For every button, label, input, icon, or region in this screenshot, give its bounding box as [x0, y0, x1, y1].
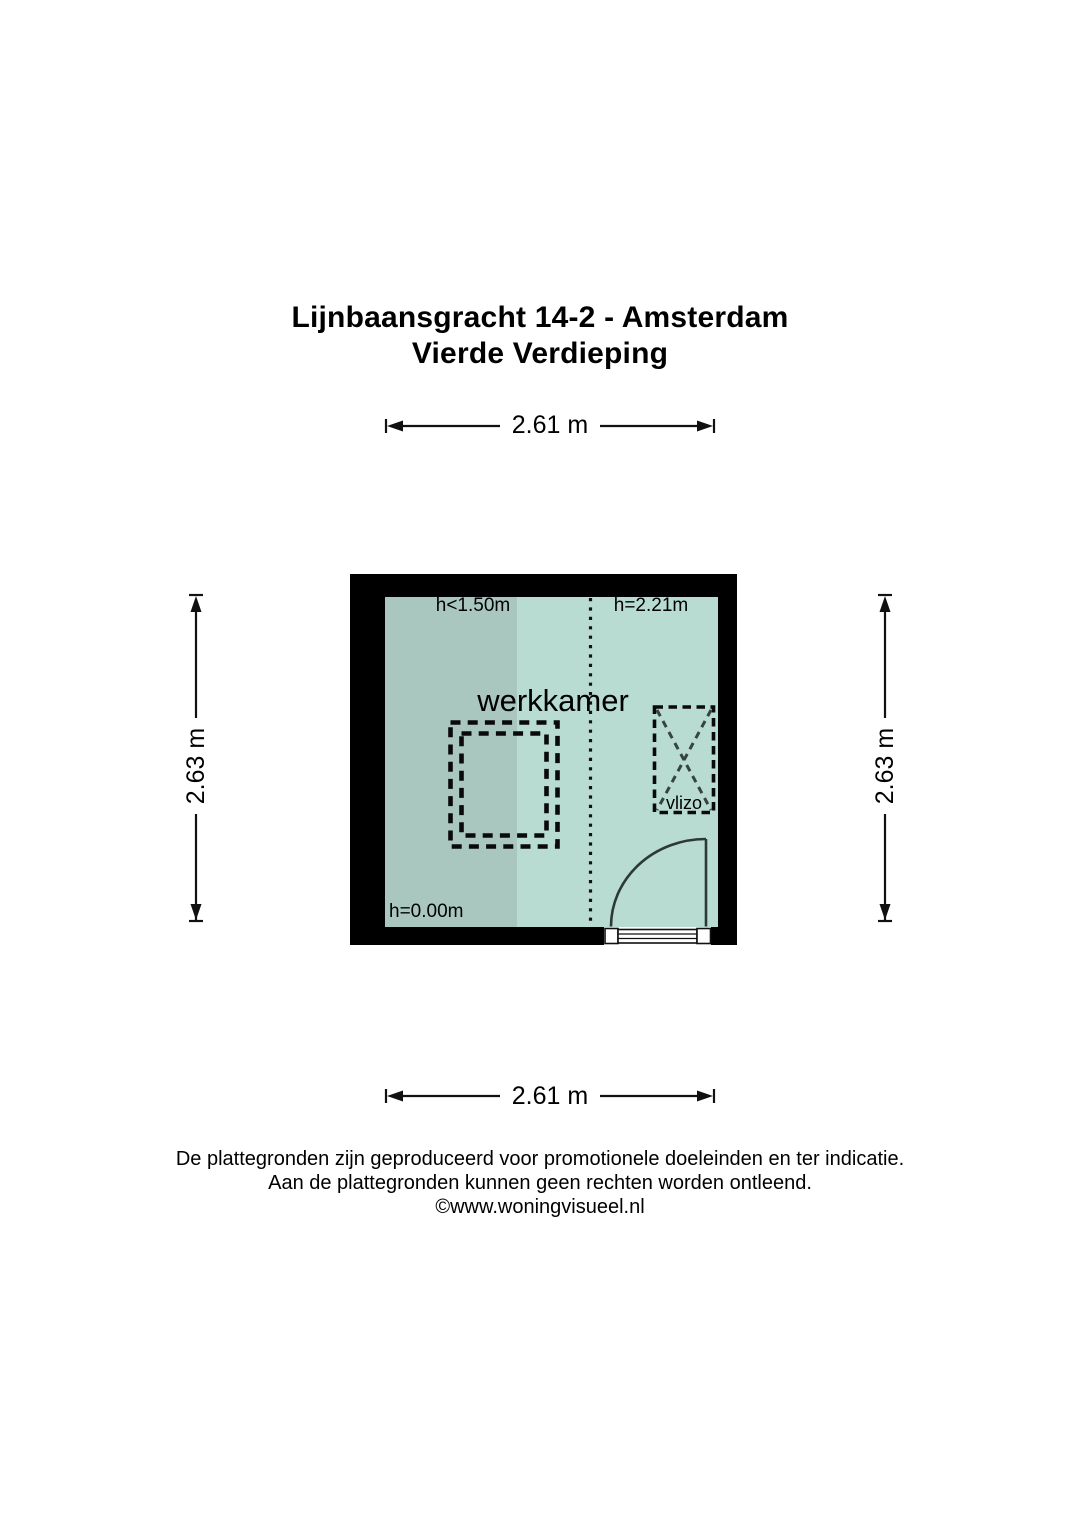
page-title-line1: Lijnbaansgracht 14-2 - Amsterdam	[291, 301, 789, 334]
ceiling-height-label-low: h<1.50m	[435, 595, 511, 616]
dimension-label-left: 2.63 m	[182, 727, 210, 805]
loft-ladder-label: vlizo	[665, 793, 702, 813]
ceiling-height-label-high: h=2.21m	[613, 595, 689, 616]
door-sill	[618, 930, 697, 944]
copyright-line: ©www.woningvisueel.nl	[435, 1196, 645, 1218]
dimension-label-top: 2.61 m	[511, 411, 589, 439]
room-name-label: werkkamer	[477, 683, 629, 718]
door-jamb-left	[605, 929, 618, 944]
page-title-line2: Vierde Verdieping	[411, 337, 669, 370]
floor-high-ceiling-zone	[517, 597, 718, 927]
disclaimer-line1: De plattegronden zijn geproduceerd voor promotionele doeleinden en ter indicatie.	[175, 1148, 905, 1170]
dimension-label-bottom: 2.61 m	[511, 1082, 589, 1110]
disclaimer-line2: Aan de plattegronden kunnen geen rechten worden ontleend.	[268, 1172, 812, 1194]
dimension-label-right: 2.63 m	[871, 727, 899, 805]
floor-level-label: h=0.00m	[389, 901, 464, 922]
room-werkkamer	[350, 574, 737, 945]
door-jamb-right	[697, 929, 711, 944]
